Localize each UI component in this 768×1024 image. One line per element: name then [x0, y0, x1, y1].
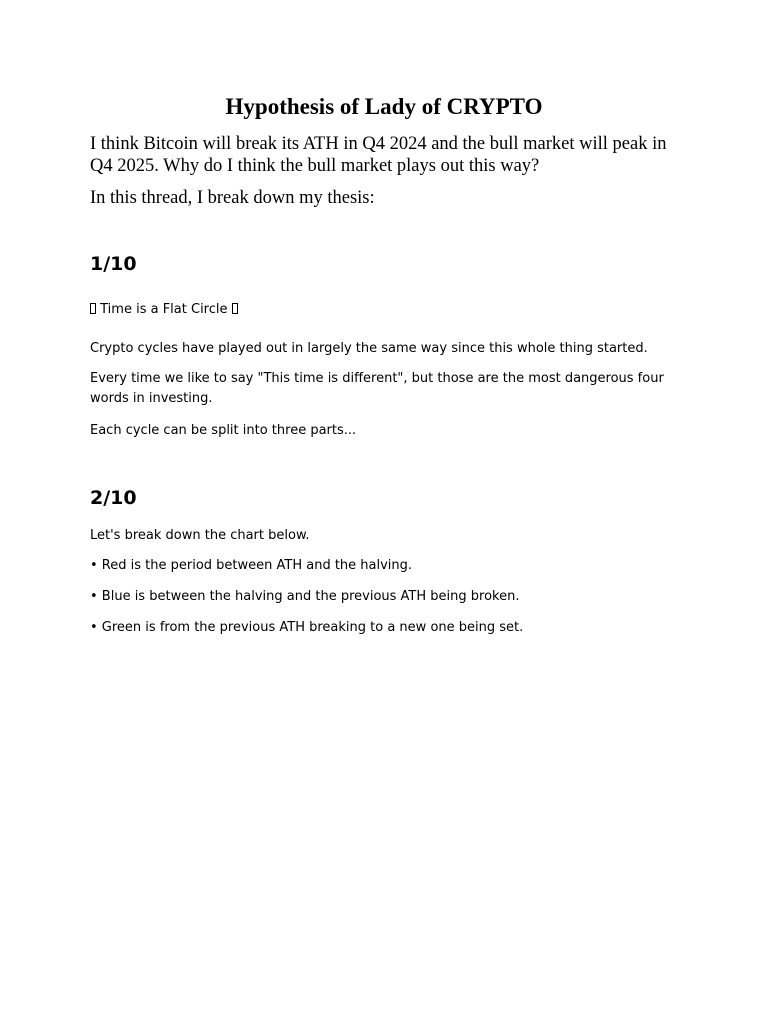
section-subtitle-text: Time is a Flat Circle [100, 302, 228, 317]
body-paragraph: Each cycle can be split into three parts... [90, 423, 357, 438]
document-title: Hypothesis of Lady of CRYPTO [225, 94, 543, 119]
intro-paragraph: In this thread, I break down my thesis: [90, 188, 375, 208]
bullet-item: • Red is the period between ATH and the halving. [90, 558, 413, 573]
bullet-item: • Green is from the previous ATH breaking to a new one being set. [90, 620, 524, 635]
intro-paragraph: I think Bitcoin will break its ATH in Q4 2024 and the bull market will peak in Q4 2025. Why do I think the bull market plays out this way? [90, 134, 667, 176]
missing-glyph-icon [232, 303, 238, 314]
section-heading: 2/10 [90, 487, 137, 509]
section-heading: 1/10 [90, 253, 137, 275]
bullet-item: • Blue is between the halving and the previous ATH being broken. [90, 589, 520, 604]
body-paragraph: Crypto cycles have played out in largely the same way since this whole thing started. [90, 341, 648, 356]
body-paragraph: Let's break down the chart below. [90, 528, 310, 543]
missing-glyph-icon [90, 303, 96, 314]
body-paragraph: Every time we like to say "This time is different", but those are the most dangerous four words in investing. [90, 371, 664, 406]
section-subtitle [90, 300, 690, 320]
